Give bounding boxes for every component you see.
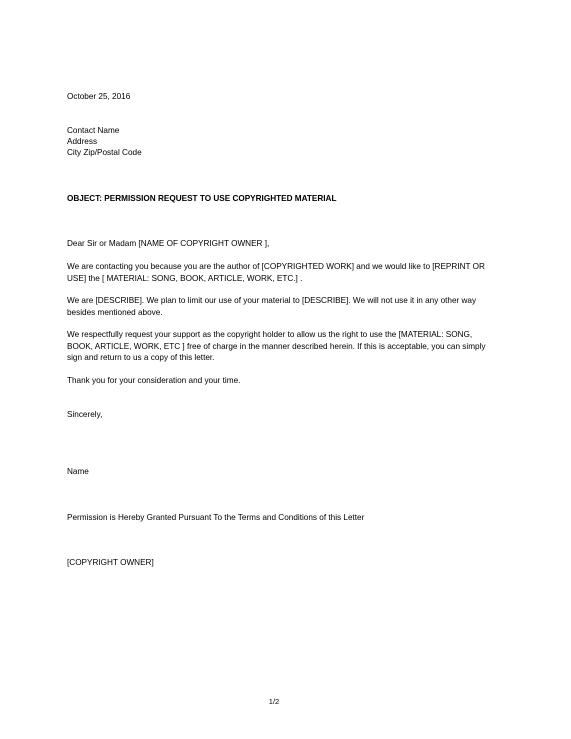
body-paragraph-4: Thank you for your consideration and your time. xyxy=(67,376,241,385)
body-paragraph-3: We respectfully request your support as the copyright holder to allow us the right to use the [MATERIAL: SONG, BOOK, ARTICLE, WORK, ETC ] free of charge in the manner described herein. If this is acceptable, you can simply sign and return to us a copy of this letter. xyxy=(67,330,486,363)
copyright-owner: [COPYRIGHT OWNER] xyxy=(67,558,154,567)
letter-date: October 25, 2016 xyxy=(67,92,131,101)
page-number: 1/2 xyxy=(268,697,280,706)
permission-statement: Permission is Hereby Granted Pursuant To the Terms and Conditions of this Letter xyxy=(67,513,365,522)
signature-name: Name xyxy=(67,467,89,476)
recipient-name: Contact Name xyxy=(67,126,120,135)
body-paragraph-2: We are [DESCRIBE]. We plan to limit our use of your material to [DESCRIBE]. We will not use it in any other way besides mentioned above. xyxy=(67,296,477,317)
body-paragraph-1: We are contacting you because you are the author of [COPYRIGHTED WORK] and we would like to [REPRINT OR USE] the [ MATERIAL: SONG, BOOK, ARTICLE, WORK, ETC.] . xyxy=(67,262,485,283)
closing: Sincerely, xyxy=(67,410,103,419)
salutation: Dear Sir or Madam [NAME OF COPYRIGHT OWNER ], xyxy=(67,239,270,248)
recipient-address: Address xyxy=(67,137,98,146)
object-line: OBJECT: PERMISSION REQUEST TO USE COPYRIGHTED MATERIAL xyxy=(67,194,337,203)
recipient-city: City Zip/Postal Code xyxy=(67,148,142,157)
